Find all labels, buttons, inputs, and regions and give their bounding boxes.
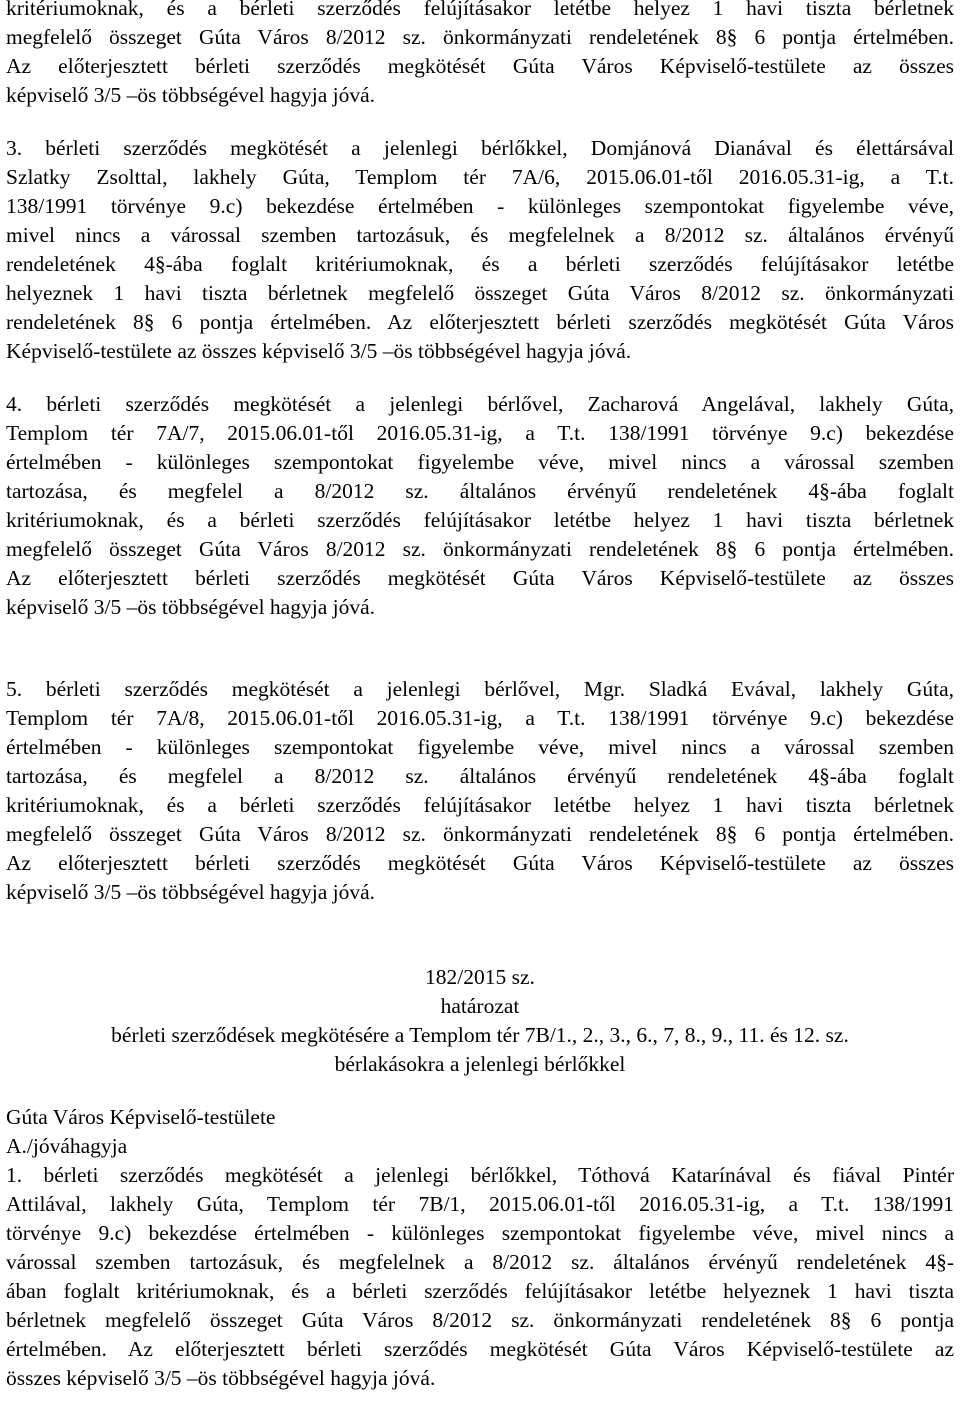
text-line: összes képviselő 3/5 –ös többségével hagyja jóvá. xyxy=(6,1366,436,1390)
text-line: tartozása, és megfelel a 8/2012 sz. általános érvényű rendeletének 4§-ába foglalt xyxy=(6,479,954,503)
text-line: rendeletének 8§ 6 pontja értelmében. Az előterjesztett bérleti szerződés megkötését Gúta Város xyxy=(6,310,954,334)
resolution-type: határozat xyxy=(440,994,520,1018)
text-line: rendeletének 4§-ába foglalt kritériumoknak, és a bérleti szerződés felújításakor letétbe xyxy=(6,252,954,276)
text-line: 5. bérleti szerződés megkötését a jelenlegi bérlővel, Mgr. Sladká Evával, lakhely Gúta, xyxy=(6,677,954,701)
resolution-header xyxy=(6,963,954,1079)
text-line: tartozása, és megfelel a 8/2012 sz. általános érvényű rendeletének 4§-ába foglalt xyxy=(6,764,954,788)
text-line: 138/1991 törvénye 9.c) bekezdése értelmében - különleges szempontokat figyelembe véve, xyxy=(6,194,954,218)
text-line: képviselő 3/5 –ös többségével hagyja jóvá. xyxy=(6,595,376,619)
text-line: Szlatky Zsolttal, lakhely Gúta, Templom tér 7A/6, 2015.06.01-től 2016.05.31-ig, a T.t. xyxy=(6,165,954,189)
list-item-5 xyxy=(6,675,954,907)
text-line: kritériumoknak, és a bérleti szerződés felújításakor letétbe helyez 1 havi tiszta bérletnek xyxy=(6,0,954,20)
text-line: Az előterjesztett bérleti szerződés megkötését Gúta Város Képviselő-testülete az összes xyxy=(6,566,954,590)
resolution-subject: bérlakásokra a jelenlegi bérlőkkel xyxy=(334,1052,626,1076)
resolution-number: 182/2015 sz. xyxy=(425,965,535,989)
paragraph-continuation xyxy=(6,0,954,110)
text-line: Az előterjesztett bérleti szerződés megkötését Gúta Város Képviselő-testülete az összes xyxy=(6,851,954,875)
text-line: várossal szemben tartozásuk, és megfelelnek a 8/2012 sz. általános érvényű rendeletének 4§- xyxy=(6,1250,954,1274)
list-item-4 xyxy=(6,390,954,622)
text-line: megfelelő összeget Gúta Város 8/2012 sz. önkormányzati rendeletének 8§ 6 pontja értelmében. xyxy=(6,25,954,49)
list-item-3 xyxy=(6,134,954,366)
text-line: képviselő 3/5 –ös többségével hagyja jóvá. xyxy=(6,83,376,107)
resolution-section: A./jóváhagyja xyxy=(6,1134,128,1158)
text-line: 3. bérleti szerződés megkötését a jelenlegi bérlőkkel, Domjánová Dianával és élettársával xyxy=(6,136,954,160)
text-line: értelmében. Az előterjesztett bérleti szerződés megkötését Gúta Város Képviselő-testülete az xyxy=(6,1337,954,1361)
text-line: Templom tér 7A/7, 2015.06.01-től 2016.05.31-ig, a T.t. 138/1991 törvénye 9.c) bekezdése xyxy=(6,421,954,445)
text-line: kritériumoknak, és a bérleti szerződés felújításakor letétbe helyez 1 havi tiszta bérletnek xyxy=(6,793,954,817)
text-line: 4. bérleti szerződés megkötését a jelenlegi bérlővel, Zacharová Angelával, lakhely Gúta, xyxy=(6,392,954,416)
text-line: megfelelő összeget Gúta Város 8/2012 sz. önkormányzati rendeletének 8§ 6 pontja értelmében. xyxy=(6,537,954,561)
text-line: értelmében - különleges szempontokat figyelembe véve, mivel nincs a várossal szemben xyxy=(6,450,954,474)
text-line: Az előterjesztett bérleti szerződés megkötését Gúta Város Képviselő-testülete az összes xyxy=(6,54,954,78)
text-line: törvénye 9.c) bekezdése értelmében - különleges szempontokat figyelembe véve, mivel nincs a xyxy=(6,1221,954,1245)
text-line: mivel nincs a várossal szemben tartozásuk, és megfelelnek a 8/2012 sz. általános érvényű xyxy=(6,223,954,247)
resolution-body: Gúta Város Képviselő-testülete xyxy=(6,1105,276,1129)
text-line: Képviselő-testülete az összes képviselő 3/5 –ös többségével hagyja jóvá. xyxy=(6,339,632,363)
text-line: ában foglalt kritériumoknak, és a bérleti szerződés felújításakor letétbe helyeznek 1 havi tiszta xyxy=(6,1279,954,1303)
text-line: bérletnek megfelelő összeget Gúta Város 8/2012 sz. önkormányzati rendeletének 8§ 6 pontja xyxy=(6,1308,954,1332)
text-line: képviselő 3/5 –ös többségével hagyja jóvá. xyxy=(6,880,376,904)
text-line: 1. bérleti szerződés megkötését a jelenlegi bérlőkkel, Tóthová Katarínával és fiával Pintér xyxy=(6,1163,954,1187)
text-line: Templom tér 7A/8, 2015.06.01-től 2016.05.31-ig, a T.t. 138/1991 törvénye 9.c) bekezdése xyxy=(6,706,954,730)
text-line: értelmében - különleges szempontokat figyelembe véve, mivel nincs a várossal szemben xyxy=(6,735,954,759)
text-line: helyeznek 1 havi tiszta bérletnek megfelelő összeget Gúta Város 8/2012 sz. önkormányzati xyxy=(6,281,954,305)
resolution-subject: bérleti szerződések megkötésére a Templom tér 7B/1., 2., 3., 6., 7, 8., 9., 11. és 12. sz. xyxy=(111,1023,849,1047)
text-line: megfelelő összeget Gúta Város 8/2012 sz. önkormányzati rendeletének 8§ 6 pontja értelmében. xyxy=(6,822,954,846)
text-line: Attilával, lakhely Gúta, Templom tér 7B/1, 2015.06.01-től 2016.05.31-ig, a T.t. 138/1991 xyxy=(6,1192,954,1216)
resolution-item-1 xyxy=(6,1161,954,1393)
text-line: kritériumoknak, és a bérleti szerződés felújításakor letétbe helyez 1 havi tiszta bérletnek xyxy=(6,508,954,532)
